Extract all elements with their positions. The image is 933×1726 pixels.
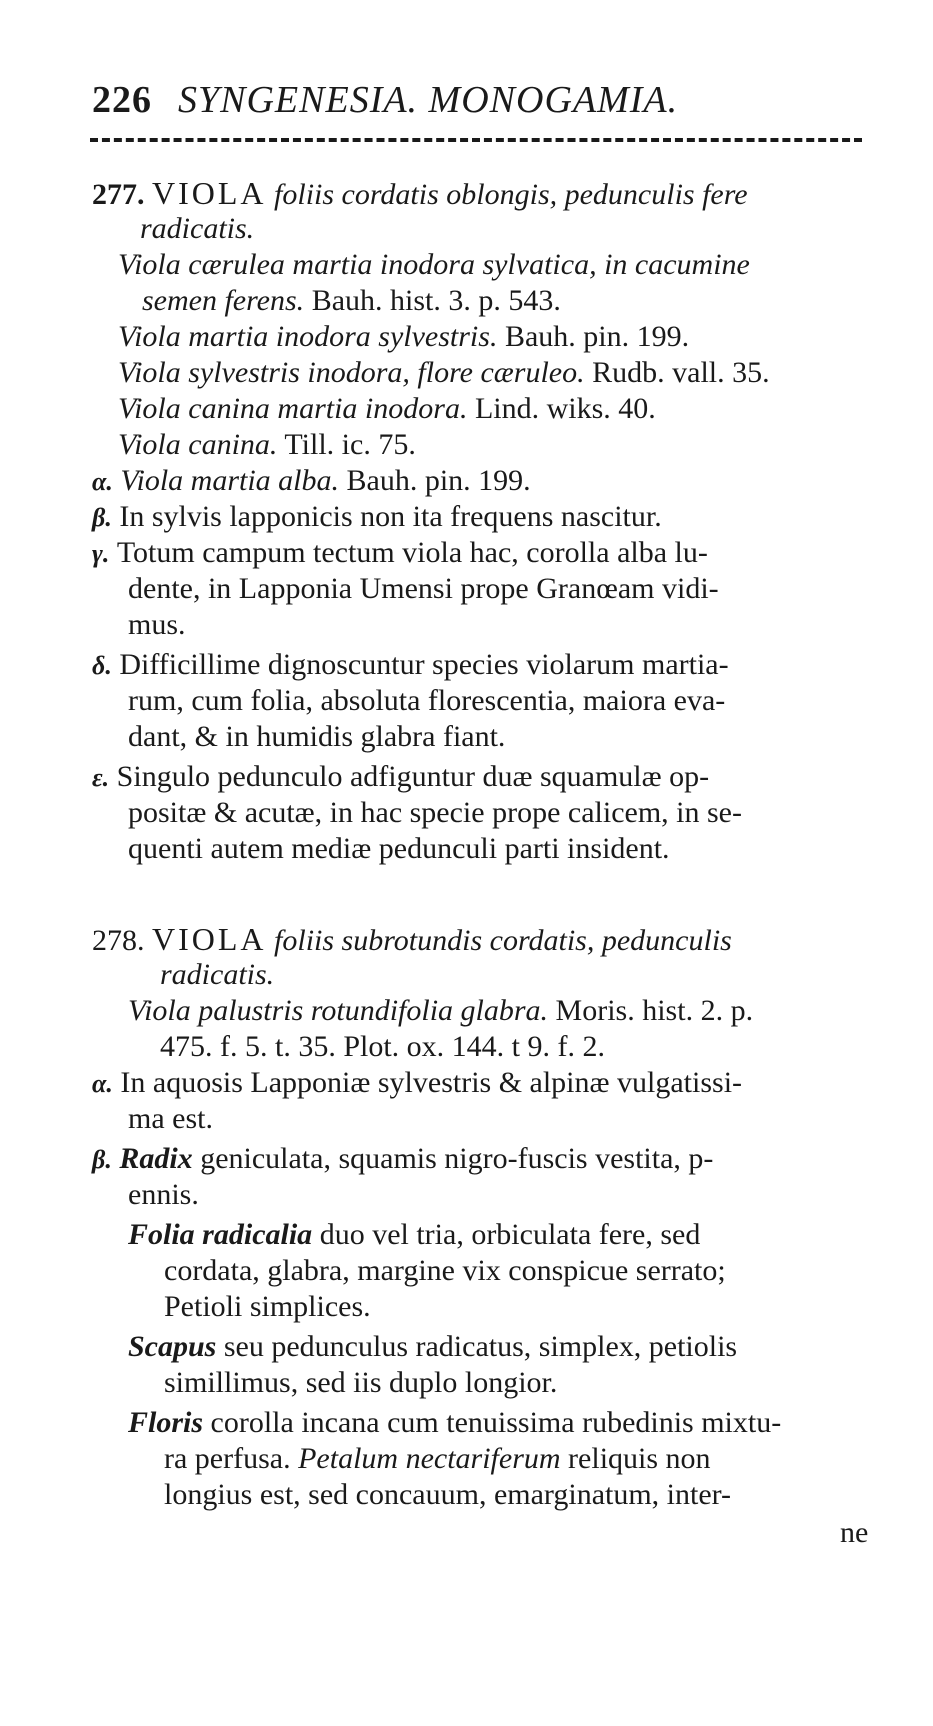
- diagnosis-continuation: radicatis.: [140, 212, 255, 245]
- note-gamma: γ. Totum campum tectum viola hac, corolla alba lu-: [92, 536, 708, 569]
- synonym-line: Viola martia inodora sylvestris. Bauh. pin. 199.: [118, 320, 690, 353]
- note-beta-cont: ennis.: [128, 1178, 199, 1211]
- synonym-line: 475. f. 5. t. 35. Plot. ox. 144. t 9. f. 2.: [160, 1030, 606, 1063]
- page-number: 226: [92, 79, 152, 121]
- entry-278-heading: [92, 922, 732, 958]
- entry-number: 278.: [92, 924, 145, 957]
- description-folia: Folia radicalia duo vel tria, orbiculata fere, sed: [128, 1218, 701, 1251]
- running-title: SYNGENESIA. MONOGAMIA.: [178, 79, 679, 121]
- note-gamma-cont: dente, in Lapponia Umensi prope Granœam vidi-: [128, 572, 719, 605]
- diagnosis-continuation: radicatis.: [160, 958, 275, 991]
- note-beta: β. Radix geniculata, squamis nigro-fuscis vestita, p-: [92, 1142, 714, 1175]
- variety-alpha-cont: ma est.: [128, 1102, 213, 1135]
- description-folia-cont: cordata, glabra, margine vix conspicue serrato;: [164, 1254, 726, 1287]
- description-floris: Floris corolla incana cum tenuissima rubedinis mixtu-: [128, 1406, 782, 1439]
- note-epsilon-cont: positæ & acutæ, in hac specie prope calicem, in se-: [128, 796, 742, 829]
- synonym-line: Viola palustris rotundifolia glabra. Moris. hist. 2. p.: [128, 994, 754, 1027]
- note-gamma-cont: mus.: [128, 608, 186, 641]
- variety-alpha: α. Viola martia alba. Bauh. pin. 199.: [92, 464, 531, 497]
- entry-277-heading: [92, 176, 748, 212]
- note-epsilon: ε. Singulo pedunculo adfiguntur duæ squamulæ op-: [92, 760, 710, 793]
- synonym-line: Viola canina. Till. ic. 75.: [118, 428, 416, 461]
- description-folia-cont: Petioli simplices.: [164, 1290, 371, 1323]
- description-scapus: Scapus seu pedunculus radicatus, simplex, petiolis: [128, 1330, 738, 1363]
- note-delta-cont: dant, & in humidis glabra fiant.: [128, 720, 506, 753]
- genus-name: VIOLA: [152, 175, 267, 211]
- description-floris-cont: longius est, sed concauum, emarginatum, inter-: [164, 1478, 732, 1511]
- synonym-line: semen ferens. Bauh. hist. 3. p. 543.: [142, 284, 561, 317]
- catchword: ne: [840, 1516, 869, 1549]
- diagnosis-text: foliis subrotundis cordatis, pedunculis: [274, 924, 732, 957]
- note-beta: β. In sylvis lapponicis non ita frequens nascitur.: [92, 500, 662, 533]
- synonym-line: Viola canina martia inodora. Lind. wiks. 40.: [118, 392, 656, 425]
- synonym-line: Viola sylvestris inodora, flore cæruleo. Rudb. vall. 35.: [118, 356, 770, 389]
- diagnosis-text: foliis cordatis oblongis, pedunculis fere: [274, 178, 748, 211]
- running-head: [92, 78, 852, 122]
- note-epsilon-cont: quenti autem mediæ pedunculi parti insident.: [128, 832, 670, 865]
- entry-number: 277.: [92, 178, 145, 211]
- variety-alpha: α. In aquosis Lapponiæ sylvestris & alpinæ vulgatissi-: [92, 1066, 743, 1099]
- description-floris-cont: ra perfusa. Petalum nectariferum reliquis non: [164, 1442, 711, 1475]
- note-delta-cont: rum, cum folia, absoluta florescentia, maiora eva-: [128, 684, 726, 717]
- genus-name: VIOLA: [152, 921, 267, 957]
- description-scapus-cont: simillimus, sed iis duplo longior.: [164, 1366, 558, 1399]
- synonym-line: Viola cærulea martia inodora sylvatica, in cacumine: [118, 248, 750, 281]
- header-rule: [90, 138, 862, 142]
- note-delta: δ. Difficillime dignoscuntur species violarum martia-: [92, 648, 729, 681]
